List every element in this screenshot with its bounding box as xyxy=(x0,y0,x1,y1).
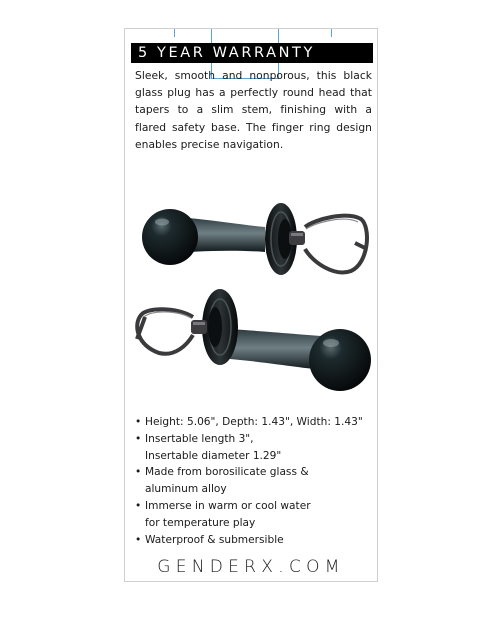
guide-line xyxy=(331,29,332,37)
feature-list xyxy=(135,414,375,548)
feature-text: Waterproof & submersible xyxy=(145,533,284,546)
glass-plug-bottom xyxy=(137,289,371,391)
feature-text: Immerse in warm or cool water xyxy=(145,499,311,512)
brand-website: GENDERX.COM xyxy=(157,557,345,577)
feature-text-continued: aluminum alloy xyxy=(145,483,227,496)
feature-text-continued: for temperature play xyxy=(145,516,256,529)
feature-item xyxy=(135,464,375,498)
feature-item xyxy=(135,532,375,549)
feature-text: Insertable length 3", xyxy=(145,432,254,445)
product-image xyxy=(125,167,379,399)
feature-text: Height: 5.06", Depth: 1.43", Width: 1.43" xyxy=(145,416,363,428)
feature-item xyxy=(135,498,375,532)
product-description: Sleek, smooth and nonporous, this black glass plug has a perfectly round head that tapers to a slim stem, finishing with a flared safety base. The finger ring design enables precise navigation. xyxy=(135,69,372,151)
feature-item xyxy=(135,431,375,465)
glass-plug-top xyxy=(142,203,367,275)
feature-text: Made from borosilicate glass & xyxy=(145,466,309,479)
feature-item xyxy=(135,414,375,431)
product-card xyxy=(124,28,378,582)
guide-line xyxy=(174,29,175,37)
warranty-banner: 5 YEAR WARRANTY xyxy=(131,43,373,63)
feature-text-continued: Insertable diameter 1.29" xyxy=(145,449,282,462)
